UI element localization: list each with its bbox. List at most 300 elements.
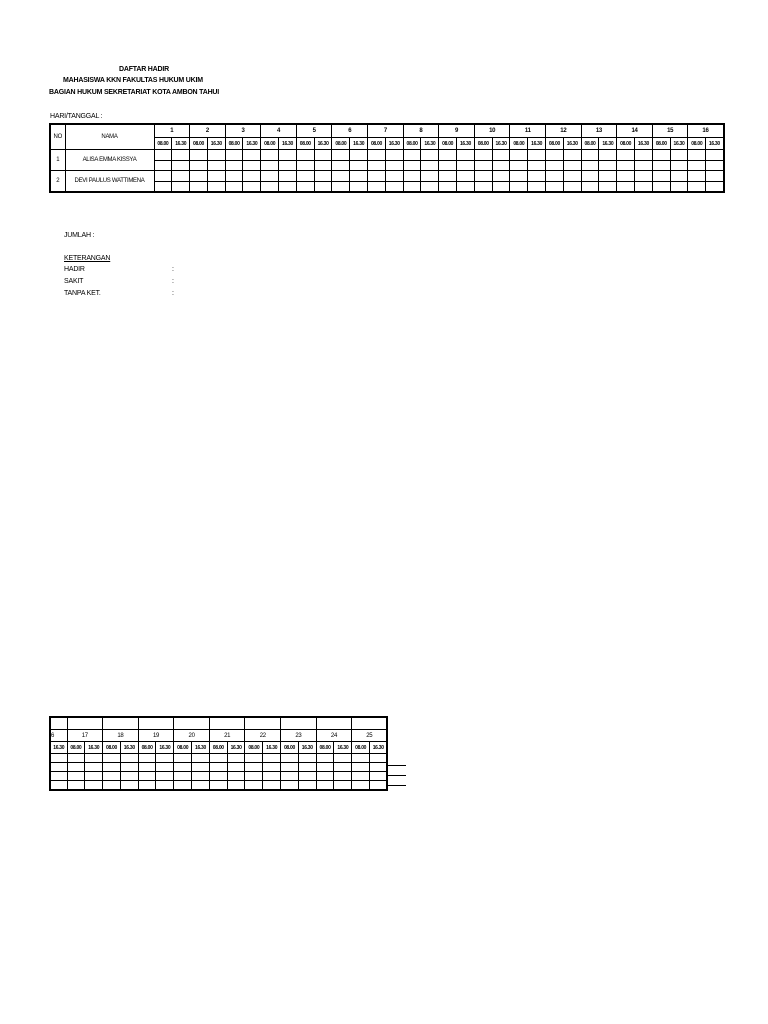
attendance-cell (457, 150, 475, 161)
attendance-cell (492, 171, 510, 182)
blank-cell (316, 717, 352, 730)
attendance-cell (439, 150, 457, 161)
attendance-cell (439, 171, 457, 182)
attendance-cell (314, 150, 332, 161)
attendance-cell (85, 781, 103, 791)
attendance-cell (192, 781, 210, 791)
attendance-cell (192, 772, 210, 781)
time-in-header: 08.00 (67, 742, 85, 754)
attendance-cell (421, 182, 439, 193)
attendance-cell (352, 781, 370, 791)
attendance-cell (190, 150, 208, 161)
attendance-cell (209, 763, 227, 772)
attendance-cell (227, 781, 245, 791)
attendance-cell (261, 171, 279, 182)
attendance-cell (103, 781, 121, 791)
time-out-header: 16.30 (599, 138, 617, 150)
attendance-cell (688, 161, 706, 171)
table-row (50, 781, 387, 791)
day-header: 18 (103, 730, 139, 742)
attendance-cell (261, 182, 279, 193)
attendance-cell (227, 772, 245, 781)
attendance-cell (209, 772, 227, 781)
attendance-cell (225, 182, 243, 193)
attendance-cell (296, 150, 314, 161)
time-in-header: 08.00 (510, 138, 528, 150)
day-header-fragment: 6 (50, 730, 67, 742)
day-header: 7 (368, 124, 404, 138)
time-out-header: 16.30 (706, 138, 724, 150)
attendance-cell (50, 754, 67, 763)
attendance-cell (368, 171, 386, 182)
time-out-header: 16.30 (370, 742, 388, 754)
time-out-header: 16.30 (263, 742, 281, 754)
attendance-cell (67, 754, 85, 763)
day-header: 6 (332, 124, 368, 138)
attendance-cell (245, 772, 263, 781)
day-header: 8 (403, 124, 439, 138)
day-header: 15 (652, 124, 688, 138)
attendance-cell (174, 781, 192, 791)
time-in-header: 08.00 (652, 138, 670, 150)
attendance-cell (635, 161, 653, 171)
attendance-cell (172, 171, 190, 182)
attendance-cell (706, 182, 724, 193)
attendance-cell (510, 161, 528, 171)
col-header-no: NO (50, 124, 65, 150)
attendance-cell (50, 781, 67, 791)
attendance-cell (120, 763, 138, 772)
day-header: 10 (474, 124, 510, 138)
attendance-cell (243, 150, 261, 161)
attendance-cell (492, 150, 510, 161)
attendance-cell (243, 182, 261, 193)
attendance-cell (172, 150, 190, 161)
day-header: 4 (261, 124, 297, 138)
time-in-header: 08.00 (154, 138, 172, 150)
time-out-header: 16.30 (421, 138, 439, 150)
attendance-cell (50, 763, 67, 772)
attendance-cell (439, 161, 457, 171)
time-out-header: 16.30 (528, 138, 546, 150)
attendance-cell (67, 772, 85, 781)
attendance-cell (492, 161, 510, 171)
day-header: 11 (510, 124, 546, 138)
attendance-cell (174, 763, 192, 772)
blank-cell (245, 717, 281, 730)
keterangan-hadir-sep: : (172, 266, 174, 273)
attendance-cell (314, 182, 332, 193)
time-out-header: 16.30 (156, 742, 174, 754)
attendance-cell (350, 171, 368, 182)
attendance-cell (314, 161, 332, 171)
attendance-cell (563, 150, 581, 161)
attendance-cell (706, 161, 724, 171)
attendance-cell (281, 754, 299, 763)
day-header: 20 (174, 730, 210, 742)
blank-cell (174, 717, 210, 730)
table-row (50, 171, 724, 182)
attendance-cell (209, 781, 227, 791)
attendance-cell (192, 763, 210, 772)
time-in-header: 08.00 (209, 742, 227, 754)
attendance-cell (190, 171, 208, 182)
attendance-cell (546, 171, 564, 182)
time-in-header: 08.00 (174, 742, 192, 754)
time-out-header: 16.30 (350, 138, 368, 150)
row-extension-line (388, 775, 406, 776)
blank-cell (281, 717, 317, 730)
attendance-cell (474, 182, 492, 193)
time-out-header: 16.30 (635, 138, 653, 150)
attendance-cell (635, 150, 653, 161)
attendance-cell (281, 772, 299, 781)
attendance-cell (652, 182, 670, 193)
attendance-cell (581, 150, 599, 161)
blank-cell (67, 717, 103, 730)
row-number: 1 (50, 150, 65, 171)
attendance-cell (706, 150, 724, 161)
keterangan-tanpa-ket: TANPA KET. (64, 290, 101, 297)
attendance-cell (563, 182, 581, 193)
keterangan-hadir: HADIR (64, 266, 85, 273)
attendance-cell (227, 754, 245, 763)
blank-cell (209, 717, 245, 730)
attendance-cell (154, 171, 172, 182)
attendance-cell (652, 171, 670, 182)
attendance-cell (154, 182, 172, 193)
attendance-cell (617, 161, 635, 171)
attendance-cell (385, 171, 403, 182)
attendance-cell (510, 182, 528, 193)
attendance-cell (67, 781, 85, 791)
attendance-cell (368, 161, 386, 171)
attendance-cell (316, 781, 334, 791)
keterangan-tanpa-ket-sep: : (172, 290, 174, 297)
attendance-cell (688, 150, 706, 161)
time-out-header: 16.30 (670, 138, 688, 150)
time-out-header: 16.30 (563, 138, 581, 150)
keterangan-sakit: SAKIT (64, 278, 84, 285)
attendance-cell (85, 754, 103, 763)
attendance-cell (368, 150, 386, 161)
attendance-cell (332, 161, 350, 171)
row-extension-line (388, 785, 406, 786)
table-row (50, 763, 387, 772)
col-header-nama: NAMA (65, 124, 154, 150)
attendance-cell (457, 182, 475, 193)
time-in-header: 08.00 (368, 138, 386, 150)
attendance-cell (457, 161, 475, 171)
time-out-header: 16.30 (50, 742, 67, 754)
header-row-days (50, 124, 724, 138)
day-header: 24 (316, 730, 352, 742)
attendance-cell (370, 772, 388, 781)
attendance-cell (138, 754, 156, 763)
day-header: 16 (688, 124, 724, 138)
attendance-cell (298, 763, 316, 772)
keterangan-sakit-sep: : (172, 278, 174, 285)
time-out-header: 16.30 (207, 138, 225, 150)
attendance-cell (85, 772, 103, 781)
attendance-cell (352, 754, 370, 763)
attendance-cell (120, 781, 138, 791)
attendance-cell (581, 171, 599, 182)
attendance-cell (296, 171, 314, 182)
time-in-header: 08.00 (581, 138, 599, 150)
attendance-cell (385, 161, 403, 171)
attendance-cell (385, 150, 403, 161)
blank-cell (352, 717, 388, 730)
date-label: HARI/TANGGAL : (50, 113, 103, 120)
time-in-header: 08.00 (245, 742, 263, 754)
attendance-cell (670, 182, 688, 193)
attendance-cell (172, 182, 190, 193)
attendance-cell (174, 772, 192, 781)
table-row (50, 772, 387, 781)
time-out-header: 16.30 (279, 138, 297, 150)
attendance-cell (243, 161, 261, 171)
attendance-cell (332, 150, 350, 161)
attendance-cell (599, 182, 617, 193)
time-out-header: 16.30 (457, 138, 475, 150)
time-in-header: 08.00 (316, 742, 334, 754)
time-in-header: 08.00 (352, 742, 370, 754)
attendance-cell (279, 182, 297, 193)
time-in-header: 08.00 (281, 742, 299, 754)
attendance-cell (334, 754, 352, 763)
header-row-times (50, 742, 387, 754)
attendance-cell (474, 171, 492, 182)
attendance-cell (652, 161, 670, 171)
attendance-cell (296, 161, 314, 171)
day-header: 9 (439, 124, 475, 138)
attendance-cell (172, 161, 190, 171)
attendance-cell (281, 763, 299, 772)
attendance-cell (352, 772, 370, 781)
attendance-cell (67, 763, 85, 772)
attendance-cell (245, 754, 263, 763)
attendance-cell (474, 161, 492, 171)
table-row (50, 754, 387, 763)
attendance-cell (403, 150, 421, 161)
attendance-cell (421, 150, 439, 161)
attendance-cell (103, 754, 121, 763)
time-out-header: 16.30 (172, 138, 190, 150)
attendance-cell (332, 182, 350, 193)
attendance-cell (261, 161, 279, 171)
header-row-blank (50, 717, 387, 730)
attendance-cell (706, 171, 724, 182)
day-header: 13 (581, 124, 617, 138)
time-out-header: 16.30 (298, 742, 316, 754)
time-out-header: 16.30 (120, 742, 138, 754)
day-header: 17 (67, 730, 103, 742)
attendance-cell (207, 171, 225, 182)
attendance-cell (492, 182, 510, 193)
attendance-cell (174, 754, 192, 763)
attendance-cell (85, 763, 103, 772)
row-extension-line (388, 765, 406, 766)
attendance-cell (243, 171, 261, 182)
time-out-header: 16.30 (192, 742, 210, 754)
attendance-cell (350, 182, 368, 193)
attendance-cell (298, 754, 316, 763)
attendance-cell (225, 171, 243, 182)
time-out-header: 16.30 (85, 742, 103, 754)
attendance-cell (546, 150, 564, 161)
attendance-cell (314, 171, 332, 182)
attendance-cell (563, 161, 581, 171)
time-in-header: 08.00 (688, 138, 706, 150)
attendance-cell (281, 781, 299, 791)
attendance-cell (350, 161, 368, 171)
time-in-header: 08.00 (617, 138, 635, 150)
attendance-cell (403, 182, 421, 193)
attendance-cell (510, 171, 528, 182)
attendance-cell (652, 150, 670, 161)
doc-subtitle-faculty: MAHASISWA KKN FAKULTAS HUKUM UKIM (63, 77, 203, 84)
attendance-cell (546, 161, 564, 171)
attendance-cell (352, 763, 370, 772)
attendance-cell (120, 754, 138, 763)
day-header: 12 (546, 124, 582, 138)
attendance-cell (528, 150, 546, 161)
blank-cell (138, 717, 174, 730)
attendance-cell (370, 763, 388, 772)
attendance-cell (403, 161, 421, 171)
attendance-cell (296, 182, 314, 193)
attendance-cell (563, 171, 581, 182)
time-in-header: 08.00 (332, 138, 350, 150)
blank-cell (50, 717, 67, 730)
attendance-cell (635, 182, 653, 193)
time-out-header: 16.30 (492, 138, 510, 150)
attendance-cell (298, 772, 316, 781)
attendance-cell (263, 781, 281, 791)
attendance-cell (599, 171, 617, 182)
attendance-cell (385, 182, 403, 193)
attendance-cell (298, 781, 316, 791)
time-in-header: 08.00 (103, 742, 121, 754)
attendance-cell (190, 182, 208, 193)
time-out-header: 16.30 (227, 742, 245, 754)
attendance-cell (635, 171, 653, 182)
attendance-cell (332, 171, 350, 182)
attendance-cell (670, 171, 688, 182)
attendance-cell (156, 754, 174, 763)
attendance-cell (617, 182, 635, 193)
attendance-cell (670, 150, 688, 161)
time-in-header: 08.00 (296, 138, 314, 150)
attendance-cell (334, 781, 352, 791)
attendance-cell (528, 171, 546, 182)
attendance-cell (334, 763, 352, 772)
day-header: 3 (225, 124, 261, 138)
attendance-cell (225, 161, 243, 171)
attendance-cell (581, 161, 599, 171)
attendance-cell (546, 182, 564, 193)
attendance-cell (154, 161, 172, 171)
attendance-cell (581, 182, 599, 193)
attendance-cell (103, 772, 121, 781)
attendance-cell (207, 182, 225, 193)
day-header: 21 (209, 730, 245, 742)
row-number: 2 (50, 171, 65, 193)
attendance-cell (528, 182, 546, 193)
attendance-cell (350, 150, 368, 161)
attendance-cell (421, 171, 439, 182)
attendance-cell (316, 763, 334, 772)
day-header: 14 (617, 124, 653, 138)
attendance-cell (688, 182, 706, 193)
attendance-cell (209, 754, 227, 763)
attendance-cell (261, 150, 279, 161)
time-in-header: 08.00 (261, 138, 279, 150)
jumlah-label: JUMLAH : (64, 232, 95, 239)
attendance-cell (617, 150, 635, 161)
attendance-cell (263, 763, 281, 772)
attendance-cell (403, 171, 421, 182)
attendance-cell (599, 161, 617, 171)
attendance-cell (334, 772, 352, 781)
attendance-cell (156, 772, 174, 781)
attendance-cell (156, 781, 174, 791)
attendance-cell (670, 161, 688, 171)
attendance-cell (138, 772, 156, 781)
blank-cell (103, 717, 139, 730)
attendance-cell (279, 161, 297, 171)
attendance-cell (439, 182, 457, 193)
time-in-header: 08.00 (474, 138, 492, 150)
time-out-header: 16.30 (243, 138, 261, 150)
attendance-cell (528, 161, 546, 171)
attendance-cell (370, 781, 388, 791)
doc-title: DAFTAR HADIR (119, 66, 169, 73)
attendance-cell (263, 754, 281, 763)
time-in-header: 08.00 (225, 138, 243, 150)
attendance-cell (688, 171, 706, 182)
student-name: DEVI PAULUS WATTIMENA (65, 171, 154, 193)
day-header: 22 (245, 730, 281, 742)
time-in-header: 08.00 (138, 742, 156, 754)
attendance-cell (599, 150, 617, 161)
attendance-cell (421, 161, 439, 171)
attendance-cell (617, 171, 635, 182)
time-in-header: 08.00 (403, 138, 421, 150)
keterangan-heading: KETERANGAN (64, 255, 111, 262)
time-out-header: 16.30 (334, 742, 352, 754)
time-in-header: 08.00 (546, 138, 564, 150)
header-row-days (50, 730, 387, 742)
day-header: 25 (352, 730, 388, 742)
time-out-header: 16.30 (314, 138, 332, 150)
attendance-cell (370, 754, 388, 763)
attendance-cell (245, 763, 263, 772)
day-header: 5 (296, 124, 332, 138)
student-name: ALISA EMMA KISSYA (65, 150, 154, 171)
table-row (50, 150, 724, 161)
attendance-table-main (49, 123, 725, 193)
attendance-cell (154, 150, 172, 161)
attendance-cell (279, 150, 297, 161)
attendance-cell (368, 182, 386, 193)
attendance-cell (138, 763, 156, 772)
attendance-cell (279, 171, 297, 182)
attendance-cell (316, 772, 334, 781)
attendance-cell (227, 763, 245, 772)
attendance-cell (120, 772, 138, 781)
